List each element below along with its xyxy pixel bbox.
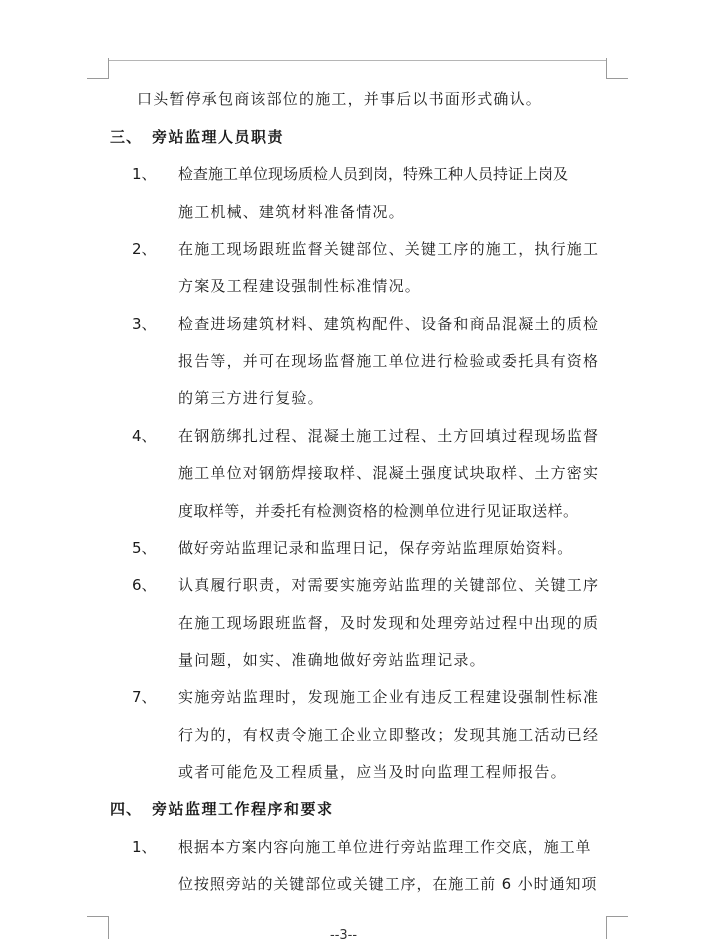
item-text: 位按照旁站的关键部位或关键工序，在施工前 6 小时通知项: [178, 875, 598, 893]
item-number: 5、: [132, 539, 157, 557]
item-number: 6、: [132, 576, 157, 594]
crop-mark-top-left: [87, 58, 109, 79]
item-text: 行为的，有权责令施工企业立即整改；发现其施工活动已经: [178, 726, 600, 744]
item-text: 根据本方案内容向施工单位进行旁站监理工作交底，施工单: [178, 838, 592, 856]
continuation-text: 口头暂停承包商该部位的施工，并事后以书面形式确认。: [137, 90, 543, 108]
item-text: 量问题，如实、准确地做好旁站监理记录。: [178, 651, 486, 669]
section-4-title: 旁站监理工作程序和要求: [152, 800, 334, 818]
item-text: 方案及工程建设强制性标准情况。: [178, 277, 422, 295]
section-4-number: 四、: [110, 800, 143, 818]
item-text: 或者可能危及工程质量，应当及时向监理工程师报告。: [178, 763, 567, 781]
page-number: --3--: [330, 928, 358, 943]
item-text: 的第三方进行复验。: [178, 389, 324, 407]
item-line-justified: [178, 164, 606, 184]
item-text: 实施旁站监理时，发现施工企业有违反工程建设强制性标准: [178, 688, 600, 706]
item-text: 检查施工单位现场质检人员到岗，特殊工种人员持证上岗及: [178, 165, 569, 183]
item-number: 4、: [132, 427, 157, 445]
item-text: 在施工现场跟班监督，及时发现和处理旁站过程中出现的质: [178, 614, 600, 632]
item-text: 度取样等，并委托有检测资格的检测单位进行见证取送样。: [178, 502, 579, 520]
crop-mark-top-right: [606, 58, 628, 79]
item-text: 检查进场建筑材料、建筑构配件、设备和商品混凝土的质检: [178, 315, 600, 333]
item-number: 3、: [132, 315, 157, 333]
section-4-heading: [110, 799, 334, 819]
item-text: 在施工现场跟班监督关键部位、关键工序的施工，执行施工: [178, 240, 600, 258]
section-3-heading: [110, 127, 284, 147]
item-text: 施工机械、建筑材料准备情况。: [178, 203, 405, 221]
section-3-number: 三、: [110, 128, 143, 146]
item-text: 施工单位对钢筋焊接取样、混凝土强度试块取样、土方密实: [178, 464, 600, 482]
item-text: 认真履行职责，对需要实施旁站监理的关键部位、关键工序: [178, 576, 600, 594]
section-3-title: 旁站监理人员职责: [152, 128, 285, 146]
item-text: 做好旁站监理记录和监理日记，保存旁站监理原始资料。: [178, 539, 574, 557]
item-text: 在钢筋绑扎过程、混凝土施工过程、土方回填过程现场监督: [178, 427, 600, 445]
item-text: 报告等，并可在现场监督施工单位进行检验或委托具有资格: [178, 352, 600, 370]
item-number: 7、: [132, 688, 157, 706]
crop-mark-bottom-left: [87, 916, 109, 939]
header-rule: [108, 60, 606, 61]
item-number: 2、: [132, 240, 157, 258]
item-number: 1、: [132, 838, 157, 856]
crop-mark-bottom-right: [606, 916, 628, 939]
item-number: 1、: [132, 165, 157, 183]
